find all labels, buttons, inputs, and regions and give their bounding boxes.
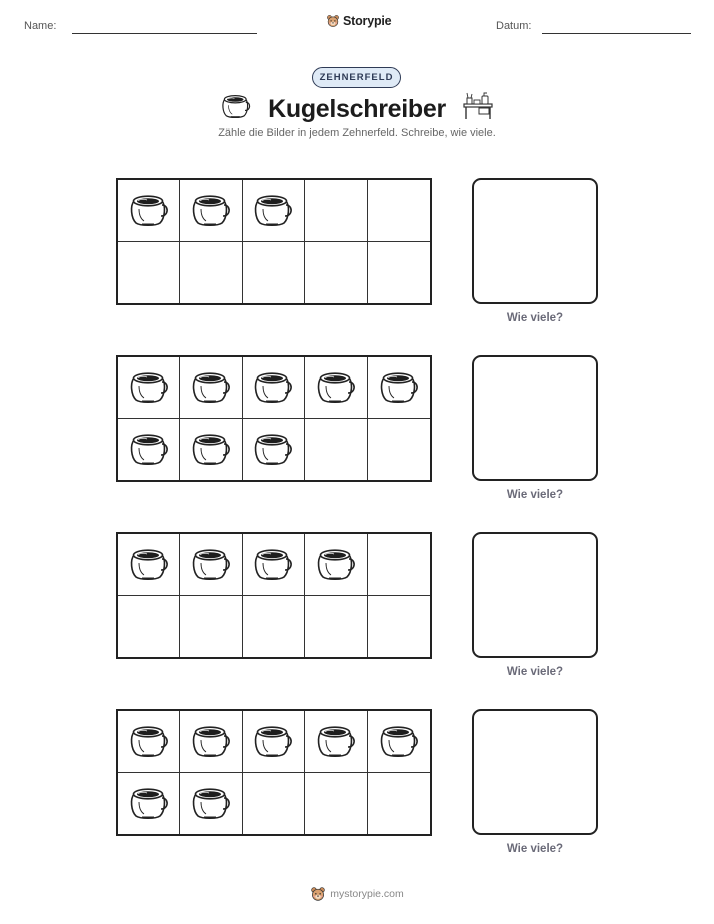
ink-pot-icon	[129, 369, 169, 405]
ink-pot-icon	[129, 431, 169, 467]
ink-pot-icon	[191, 546, 231, 582]
frame-cell	[243, 773, 305, 835]
ink-pot-icon	[191, 431, 231, 467]
answer-box-3[interactable]	[472, 532, 598, 658]
ink-pot-icon	[253, 192, 293, 228]
ink-pot-icon	[253, 431, 293, 467]
frame-cell	[118, 773, 180, 835]
frame-cell	[118, 357, 180, 419]
frame-cell	[305, 596, 367, 658]
frame-cell	[305, 711, 367, 773]
frame-cell	[180, 596, 242, 658]
answer-box-1[interactable]	[472, 178, 598, 304]
storypie-logo	[326, 13, 391, 29]
ten-frame-2	[116, 355, 432, 482]
ink-pot-icon	[379, 369, 419, 405]
answer-box-2[interactable]	[472, 355, 598, 481]
frame-cell	[180, 711, 242, 773]
frame-cell	[305, 534, 367, 596]
date-line[interactable]	[542, 33, 691, 34]
ink-pot-icon	[129, 785, 169, 821]
bear-icon	[326, 13, 340, 29]
frame-cell	[118, 419, 180, 481]
ink-pot-icon	[191, 723, 231, 759]
frame-cell	[368, 596, 430, 658]
frame-cell	[243, 242, 305, 304]
frame-cell	[305, 242, 367, 304]
frame-cell	[368, 773, 430, 835]
footer	[0, 886, 714, 902]
frame-cell	[368, 419, 430, 481]
frame-cell	[368, 180, 430, 242]
bear-icon	[310, 886, 326, 902]
ink-pot-icon	[316, 723, 356, 759]
worksheet-type-badge: ZEHNERFELD	[312, 67, 401, 88]
answer-label-1: Wie viele?	[506, 312, 564, 324]
frame-cell	[305, 419, 367, 481]
frame-cell	[118, 534, 180, 596]
ink-pot-icon	[379, 723, 419, 759]
ink-pot-icon	[316, 369, 356, 405]
ink-pot-icon	[191, 369, 231, 405]
ink-pot-icon	[129, 192, 169, 228]
frame-cell	[118, 180, 180, 242]
ink-pot-icon	[129, 723, 169, 759]
ink-pot-icon	[316, 546, 356, 582]
frame-cell	[305, 773, 367, 835]
ink-pot-icon	[253, 546, 293, 582]
desk-icon	[462, 91, 494, 121]
ink-pot-icon	[191, 192, 231, 228]
frame-cell	[243, 711, 305, 773]
instructions: Zähle die Bilder in jedem Zehnerfeld. Schreibe, wie viele.	[218, 127, 496, 139]
frame-cell	[243, 419, 305, 481]
frame-cell	[180, 773, 242, 835]
frame-cell	[368, 242, 430, 304]
frame-cell	[368, 357, 430, 419]
ink-pot-icon	[191, 785, 231, 821]
frame-cell	[243, 534, 305, 596]
date-label: Datum:	[496, 20, 532, 32]
frame-cell	[243, 596, 305, 658]
footer-url[interactable]: mystorypie.com	[330, 888, 404, 900]
ten-frame-4	[116, 709, 432, 836]
answer-label-2: Wie viele?	[506, 489, 564, 501]
frame-cell	[368, 711, 430, 773]
name-label: Name:	[24, 20, 57, 32]
frame-cell	[243, 180, 305, 242]
answer-box-4[interactable]	[472, 709, 598, 835]
frame-cell	[305, 180, 367, 242]
ten-frame-1	[116, 178, 432, 305]
ten-frame-3	[116, 532, 432, 659]
name-line[interactable]	[72, 33, 257, 34]
frame-cell	[118, 242, 180, 304]
frame-cell	[305, 357, 367, 419]
ink-pot-icon	[129, 546, 169, 582]
frame-cell	[180, 534, 242, 596]
frame-cell	[180, 242, 242, 304]
frame-cell	[180, 419, 242, 481]
frame-cell	[180, 357, 242, 419]
frame-cell	[118, 596, 180, 658]
answer-label-4: Wie viele?	[506, 843, 564, 855]
frame-cell	[243, 357, 305, 419]
frame-cell	[180, 180, 242, 242]
answer-label-3: Wie viele?	[506, 666, 564, 678]
page-title: Kugelschreiber	[268, 95, 446, 123]
ink-pot-icon	[253, 723, 293, 759]
brand-name: Storypie	[343, 14, 392, 28]
ink-pot-icon	[253, 369, 293, 405]
frame-cell	[118, 711, 180, 773]
frame-cell	[368, 534, 430, 596]
